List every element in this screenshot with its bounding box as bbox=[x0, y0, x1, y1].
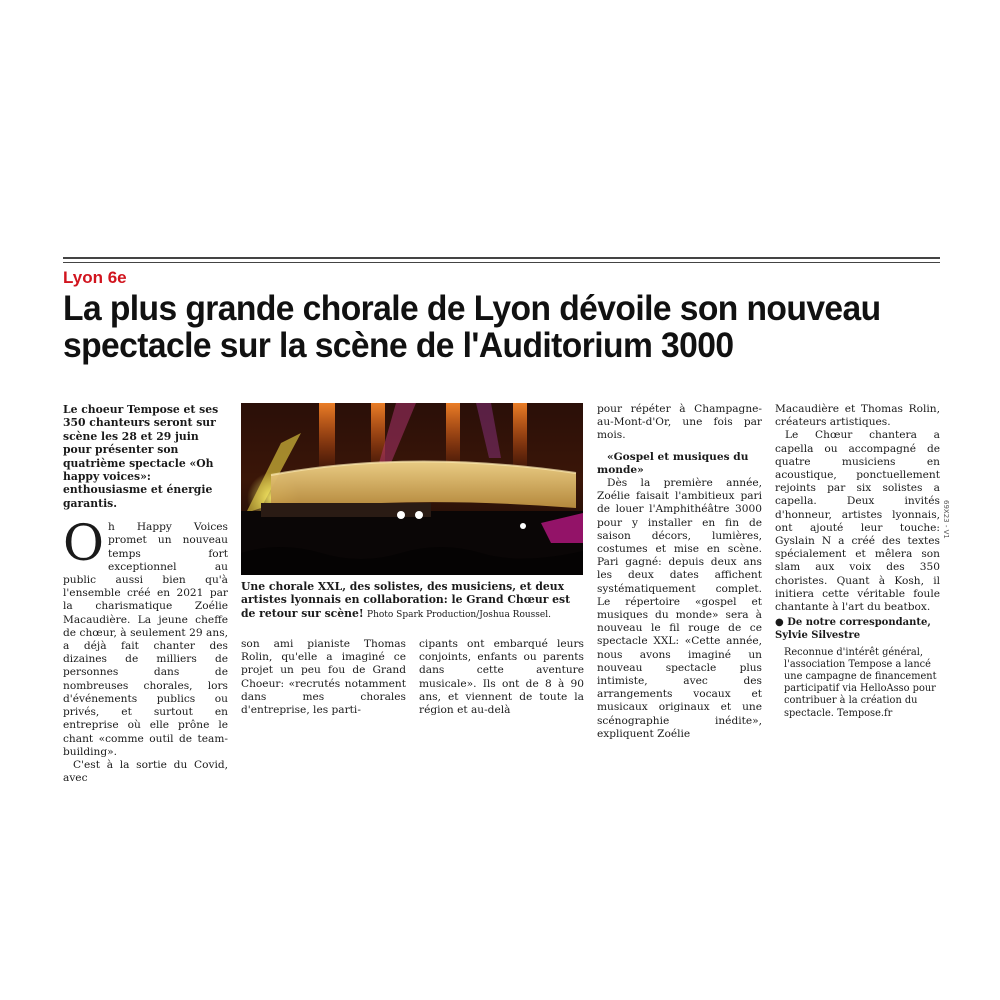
edition-code: 69X23 - V1 bbox=[942, 500, 950, 539]
body-paragraph: pour répéter à Champagne-au-Mont-d'Or, une fois par mois. bbox=[597, 403, 762, 442]
lead-paragraph: Le choeur Tempose et ses 350 chanteurs seront sur scène les 28 et 29 juin pour présenter son quatrième spectacle «Oh happy voices»: enthousiasme et énergie garantis. bbox=[63, 403, 219, 510]
column-3 bbox=[419, 638, 584, 717]
section-kicker: Lyon 6e bbox=[63, 268, 127, 287]
headline: La plus grande chorale de Lyon dévoile son nouveau spectacle sur la scène de l'Auditorium 3000 bbox=[63, 289, 881, 365]
dropcap: O bbox=[63, 514, 104, 573]
column-1 bbox=[63, 403, 228, 785]
body-paragraph: son ami pianiste Thomas Rolin, qu'elle a imaginé ce projet un peu fou de Grand Choeur: «recrutés notamment dans mes chorales d'entreprise, les parti- bbox=[241, 638, 406, 717]
top-rule-thick bbox=[63, 257, 940, 259]
byline: ● De notre correspondante, Sylvie Silvestre bbox=[775, 617, 931, 642]
body-paragraph: cipants ont embarqué leurs conjoints, enfants ou parents dans cette aventure musicale». Ils ont de 8 à 90 ans, et viennent de toute la région et au-delà bbox=[419, 638, 584, 717]
column-4 bbox=[597, 403, 762, 741]
column-5 bbox=[775, 403, 940, 720]
top-rule-thin bbox=[63, 262, 940, 263]
byline-text: De notre correspondante, Sylvie Silvestre bbox=[775, 617, 931, 642]
caption-text: Une chorale XXL, des solistes, des musiciens, et deux artistes lyonnais en collaboration: le Grand Chœur est de retour sur scène! bbox=[241, 580, 571, 620]
photo-caption bbox=[241, 580, 583, 622]
body-paragraph bbox=[63, 514, 228, 759]
info-box: Reconnue d'intérêt général, l'association Tempose a lancé une campagne de financement participatif via HelloAsso pour contribuer à la création du spectacle. Tempose.fr bbox=[784, 646, 937, 719]
subheading: «Gospel et musiques du monde» bbox=[597, 450, 749, 476]
column-2 bbox=[241, 638, 406, 717]
body-text: h Happy Voices promet un nouveau temps fort exceptionnel au public aussi bien qu'à l'ensemble créé en 2021 par la charismatique Zoélie Macaudière. La jeune cheffe de chœur, à seulement 29 ans, a déjà fait chanter des dizaines de milliers de personnes dans de nombreuses chorales, lors d'événements publics ou privés, et surtout en entreprise où elle prône le chant «comme outil de team-building». bbox=[63, 521, 228, 758]
concert-photo bbox=[241, 403, 583, 575]
photo-credit: Photo Spark Production/Joshua Roussel. bbox=[367, 609, 551, 620]
body-paragraph-2: C'est à la sortie du Covid, avec bbox=[63, 758, 228, 785]
body-paragraph: Macaudière et Thomas Rolin, créateurs artistiques. bbox=[775, 403, 940, 429]
body-paragraph-2: Dès la première année, Zoélie faisait l'ambitieux pari de louer l'Amphithéâtre 3000 pour y installer en fin de saison décors, lumières, costumes et mise en scène. Pari gagné: depuis deux ans les deux dates affichent systématiquement complet. Le répertoire «gospel et musiques du monde» sera à nouveau le fil rouge de ce spectacle XXL: «Cette année, nous avons imaginé un nouveau spectacle plus intimiste, avec des arrangements vocaux et musicaux originaux et une scénographie inédite», expliquent Zoélie bbox=[597, 477, 762, 740]
choir-stage-image bbox=[241, 403, 583, 575]
body-paragraph-2: Le Chœur chantera a capella ou accompagné de quatre musiciens en acoustique, ponctuellement rejoints par six solistes a capella. Deux invités d'honneur, artistes lyonnais, ont ajouté leur touche: Gyslain N a créé des textes spécialement et mêlera son slam aux voix des 350 choristes. Quant à Kosh, il initiera cette véritable foule chantante à l'art du beatbox. bbox=[775, 429, 940, 614]
